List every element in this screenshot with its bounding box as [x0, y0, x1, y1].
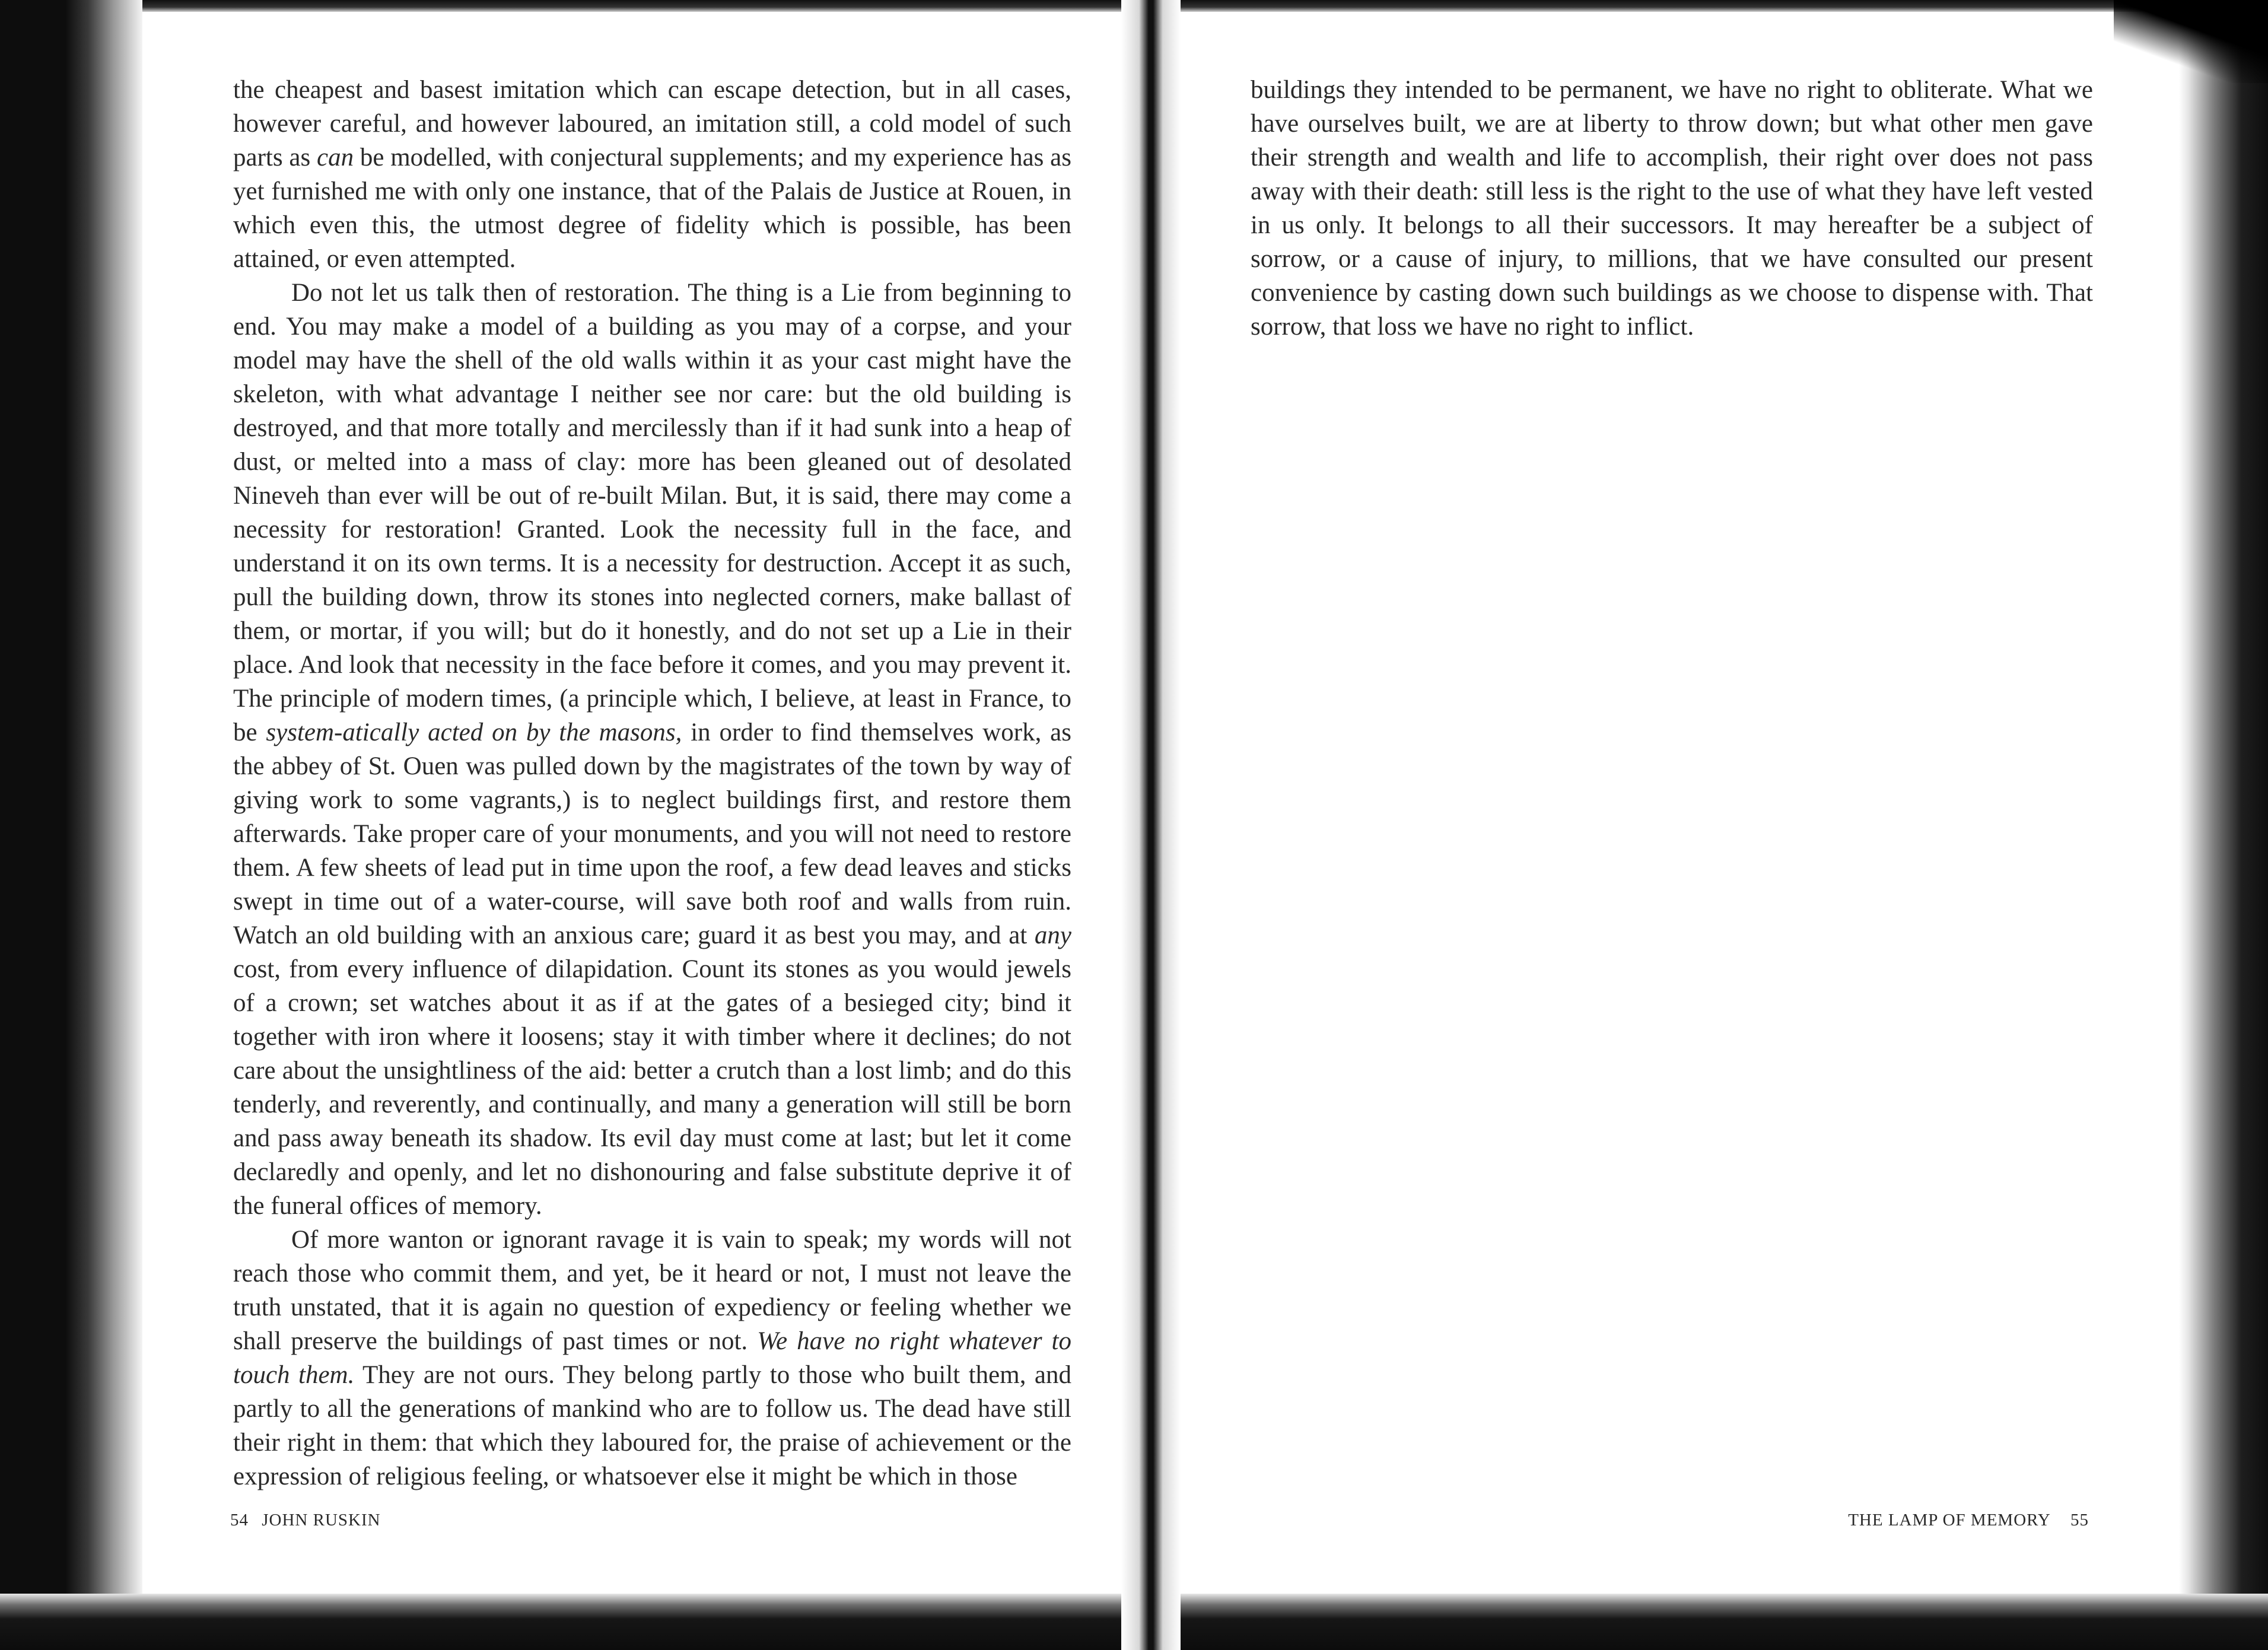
- page-number: 55: [2070, 1511, 2089, 1530]
- left-page-body: [233, 73, 1071, 1493]
- page-number: 54: [230, 1511, 249, 1530]
- text-run: in order to find themselves work, as the abbey of St. Ouen was pulled down by the magistrates of the town by way of giving work to some vagrants,) is to neglect buildings first, and restore them afterwards. Take proper care of your monuments, and you will not need to restore them. A few sheets of lead put in time upon the roof, a few dead leaves and sticks swept in time out of a water-course, will save both roof and walls from ruin. Watch an old building with an anxious care; guard it as best you may, and at: [233, 719, 1071, 949]
- scanner-edge-left: [0, 0, 142, 1650]
- running-footer-right: [1848, 1511, 2089, 1530]
- text-run: the cheapest and basest imitation which can escape detection, but in all cases, however careful, and however laboured, an imitation still, a cold model of such parts as: [233, 76, 1071, 171]
- running-footer-title: JOHN RUSKIN: [262, 1511, 381, 1530]
- italic-text-run: can: [316, 144, 354, 171]
- paragraph: [233, 73, 1071, 276]
- running-footer-title: THE LAMP OF MEMORY: [1848, 1511, 2050, 1530]
- italic-text-run: We have no right whatever to touch them.: [233, 1327, 1071, 1389]
- text-run: be modelled, with conjectural supplements; and my experience has as yet furnished me with only one instance, that of the Palais de Justice at Rouen, in which even this, the utmost degree of fidelity which is possible, has been attained, or even attempted.: [233, 144, 1072, 273]
- text-run: buildings they intended to be permanent, we have no right to obliterate. What we have ourselves built, we are at liberty to throw down; but what other men gave their strength and wealth and life to accomplish, their right over does not pass away with their death: still less is the right to the use of what they have left vested in us only. It belongs to all their successors. It may hereafter be a subject of sorrow, or a cause of injury, to millions, that we have consulted our present convenience by casting down such buildings as we choose to dispense with. That sorrow, that loss we have no right to inflict.: [1251, 76, 2093, 341]
- left-page: [142, 0, 1121, 1596]
- text-run: cost, from every influence of dilapidation. Count its stones as you would jewels of a crown; set watches about it as if at the gates of a besieged city; bind it together with iron where it loosens; stay it with timber where it declines; do not care about the unsightliness of the aid: better a crutch than a lost limb; and do this tenderly, and reverently, and continually, and many a generation will still be born and pass away beneath its shadow. Its evil day must come at last; but let it come declaredly and openly, and let no dishonouring and false substitute deprive it of the funeral offices of memory.: [233, 955, 1071, 1220]
- text-run: They are not ours. They belong partly to those who built them, and partly to all the generations of mankind who are to follow us. The dead have still their right in them: that which they laboured for, the praise of achievement or the expression of religious feeling, or whatsoever else it might be which in those: [233, 1361, 1071, 1490]
- paragraph: [233, 1223, 1071, 1493]
- scanner-corner-shadow: [2114, 0, 2268, 83]
- paragraph: [233, 276, 1071, 1223]
- right-page: [1181, 0, 2179, 1596]
- text-run: Of more wanton or ignorant ravage it is vain to speak; my words will not reach those who commit them, and yet, be it heard or not, I must not leave the truth unstated, that it is again no question of expediency or feeling whether we shall preserve the buildings of past times or not.: [233, 1226, 1071, 1355]
- scanner-edge-right: [2179, 0, 2268, 1650]
- right-page-body: [1251, 73, 2093, 344]
- running-footer-left: [230, 1511, 381, 1530]
- book-gutter: [1121, 0, 1181, 1650]
- paragraph: [1251, 73, 2093, 344]
- text-run: Do not let us talk then of restoration. The thing is a Lie from beginning to end. You may make a model of a building as you may of a corpse, and your model may have the shell of the old walls within it as your cast might have the skeleton, with what advantage I neither see nor care: but the old building is destroyed, and that more totally and mercilessly than if it had sunk into a heap of dust, or melted into a mass of clay: more has been gleaned out of desolated Nineveh than ever will be out of re-built Milan. But, it is said, there may come a necessity for restoration! Granted. Look the necessity full in the face, and understand it on its own terms. It is a necessity for destruction. Accept it as such, pull the building down, throw its stones into neglected corners, make ballast of them, or mortar, if you will; but do it honestly, and do not set up a Lie in their place. And look that necessity in the face before it comes, and you may prevent it. The principle of modern times, (a principle which, I believe, at least in France, to be: [233, 279, 1071, 746]
- italic-text-run: any: [1034, 921, 1071, 949]
- italic-text-run: system-atically acted on by the masons,: [266, 719, 682, 746]
